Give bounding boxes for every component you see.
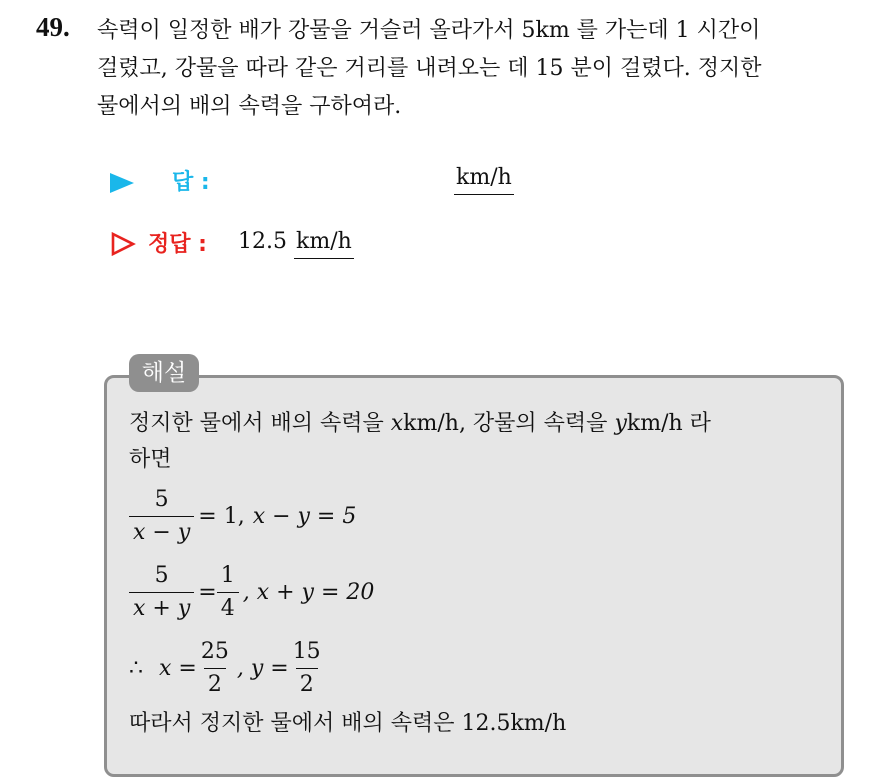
fraction [289,639,325,698]
math-variable-y: y [614,411,627,436]
fraction-denominator: x − y [129,516,194,546]
correct-answer-value: 12.5 [238,229,287,254]
correct-answer-label: 정답 : [148,232,207,257]
solution-intro-line-2: 하면 [129,447,172,472]
solution-tab-label: 해설 [141,360,187,386]
intro-text: km/h, 강물의 속력을 [403,411,615,436]
fraction-denominator: 2 [296,668,318,698]
question-line: 걸렸고, 강물을 따라 같은 거리를 내려오는 데 15 분이 걸렸다. 정지한 [97,56,762,81]
fraction-numerator: 25 [200,638,229,664]
fraction [129,563,194,622]
question-number: 49. [36,12,70,42]
fraction [197,639,233,698]
equation-text: , x + y = 20 [242,579,375,605]
solution-content [129,406,829,742]
fraction-denominator: 4 [217,592,239,622]
fraction-numerator: 5 [154,562,169,588]
question-text [97,12,867,126]
correct-answer-unit: km/h [294,229,354,259]
equation-row-3 [129,630,829,706]
solution-conclusion: 따라서 정지한 물에서 배의 속력은 12.5km/h [129,711,567,736]
equation-row-1 [129,478,829,554]
fraction [217,563,239,622]
solution-intro-line [129,406,829,442]
answer-blank-unit[interactable]: km/h [454,165,514,195]
solution-tab [129,354,199,392]
outline-triangle-icon [110,232,136,256]
equation-text: x − y = 5 [252,503,357,529]
therefore-symbol: ∴ [129,655,143,681]
solution-box [104,375,844,777]
fraction-numerator: 5 [154,486,169,512]
intro-text: 정지한 물에서 배의 속력을 [129,411,391,436]
math-variable-x: x [390,411,404,436]
equals-sign: = [198,579,217,605]
fraction-numerator: 1 [220,562,235,588]
fraction-denominator: x + y [129,592,194,622]
fraction-denominator: 2 [204,668,226,698]
equation-text: = 1, [198,503,245,529]
equation-row-2 [129,554,829,630]
equation-text: , y = [236,655,289,681]
intro-text: km/h 라 [626,411,711,436]
question-line: 물에서의 배의 속력을 구하여라. [97,94,402,119]
equation-text: x = [159,655,197,681]
fraction-numerator: 15 [292,638,321,664]
question-line: 속력이 일정한 배가 강물을 거슬러 올라가서 5km 를 가는데 1 시간이 [97,18,761,43]
play-triangle-icon [110,173,134,193]
answer-label: 답 : [172,170,210,195]
fraction [129,487,194,546]
